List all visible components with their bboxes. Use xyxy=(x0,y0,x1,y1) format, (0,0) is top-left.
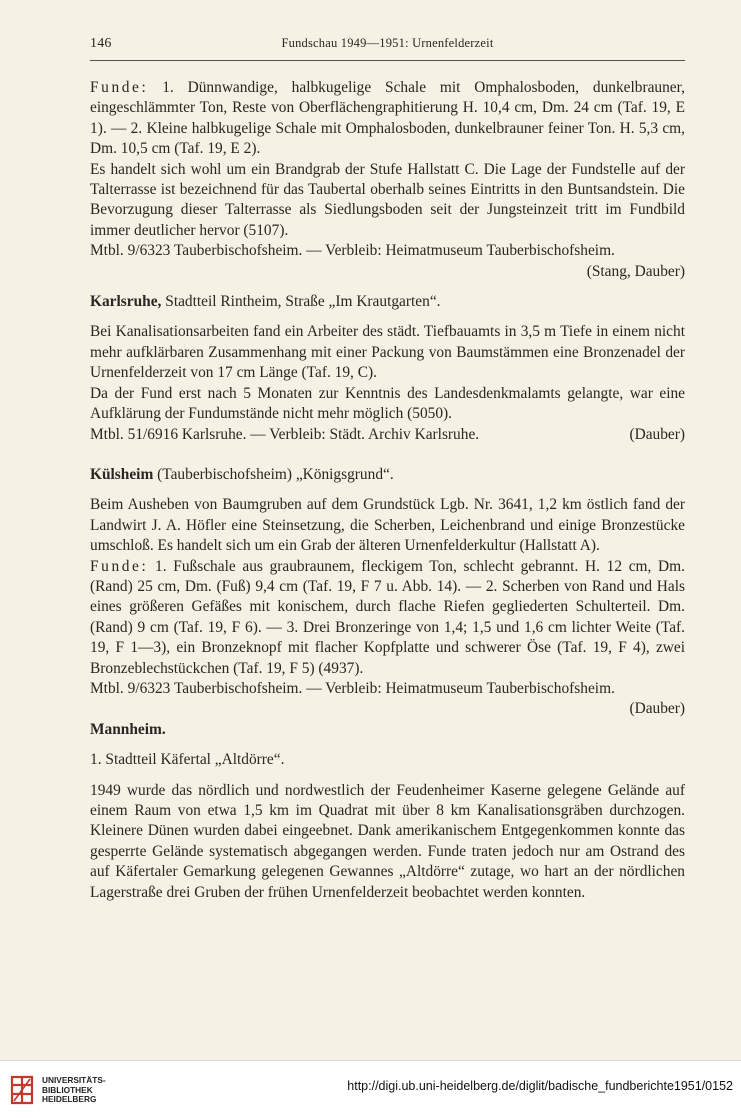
fund-paragraph: Da der Fund erst nach 5 Monaten zur Kenntnis des Landesdenkmalamts gelangte, war eine Aufklärung der Fundumstände nicht mehr möglich (5050). xyxy=(90,384,685,423)
karlsruhe-heading xyxy=(90,292,685,312)
mtbl-line-2 xyxy=(90,425,685,445)
year-1949-paragraph: 1949 wurde das nördlich und nordwestlich der Feudenheimer Kaserne gelegene Gelände auf einem Raum von etwa 1,5 km im Quadrat mit über 8 km Kanalisationsgräben durchzogen. Kleinere Dünen wurden dabei eingeebnet. Dank amerikanischem Entgegenkommen konnte das gesperrte Gelände systematisch abgegangen werden. Funde traten jedoch nur am Ostrand des auf Käfertaler Gemarkung gelegenen Gewannes „Altdörre“ zutage, wo hart an der nördlichen Lagerstraße drei Gruben der frühen Urnenfelderzeit beobachtet werden konnten. xyxy=(90,781,685,901)
kanalisation-paragraph: Bei Kanalisationsarbeiten fand ein Arbeiter des städt. Tiefbauamts in 3,5 m Tiefe in einem nicht mehr aufklärbaren Zusammenhang mit einer Packung von Baumstämmen eine Bronzenadel der Urnenfelderzeit von 17 cm Länge (Taf. 19, C). xyxy=(90,323,685,382)
karlsruhe-detail: Stadtteil Rintheim, Straße „Im Krautgarten“. xyxy=(161,293,441,311)
library-line: HEIDELBERG xyxy=(42,1094,97,1105)
library-name xyxy=(42,1076,106,1105)
library-line: UNIVERSITÄTS- xyxy=(42,1075,106,1085)
signature-3: (Dauber) xyxy=(629,700,685,718)
funde-text-1: 1. Dünnwandige, halbkugelige Schale mit Omphalosboden, dunkelbrauner, eingeschlämmter Ton, Reste von Oberflächengraphitierung H. 10,4 cm, Dm. 24 cm (Taf. 19, E 1). — 2. Kleine halbkugelige Schale mit Omphalosboden, dunkelbrauner feiner Ton. H. 5,3 cm, Dm. 10,5 cm (Taf. 19, E 2). xyxy=(90,79,685,158)
funde-paragraph-2 xyxy=(90,557,685,679)
kuelsheim-place: Külsheim xyxy=(90,465,154,483)
signature-2: (Dauber) xyxy=(629,425,685,443)
funde-lead-1: Funde: xyxy=(90,79,149,96)
ub-heidelberg-logo-icon xyxy=(8,1073,36,1107)
kuelsheim-heading xyxy=(90,465,685,485)
mtbl-text-2: Mtbl. 51/6916 Karlsruhe. — Verbleib: Städt. Archiv Karlsruhe. xyxy=(90,425,480,443)
running-header xyxy=(90,36,685,58)
funde-paragraph-1 xyxy=(90,78,685,160)
ausheben-paragraph: Beim Ausheben von Baumgruben auf dem Grundstück Lgb. Nr. 3641, 1,2 km östlich fand der Landwirt J. A. Höfler eine Steinsetzung, die Scherben, Leichenbrand und einige Bronzestücke umschloß. Es handelt sich um ein Grab der älteren Urnenfelderkultur (Hallstatt A). xyxy=(90,496,685,555)
kaefertal-subheading: 1. Stadtteil Käfertal „Altdörre“. xyxy=(90,751,285,769)
kuelsheim-detail: (Tauberbischofsheim) „Königsgrund“. xyxy=(153,465,394,483)
library-line: BIBLIOTHEK xyxy=(42,1084,93,1095)
brandgrab-paragraph: Es handelt sich wohl um ein Brandgrab der Stufe Hallstatt C. Die Lage der Fundstelle auf der Talterrasse ist bezeichnend für das Taubertal oberhalb seines Eintritts in den Buntsandstein. Die Bevorzugung dieser Talterrasse als Siedlungsboden seit der Jungsteinzeit tritt im Fundbild immer deutlicher hervor (5107). xyxy=(90,160,685,239)
karlsruhe-place: Karlsruhe, xyxy=(90,293,162,311)
mannheim-heading: Mannheim. xyxy=(90,720,166,738)
header-rule xyxy=(90,60,685,61)
page-body xyxy=(90,78,685,903)
mtbl-line-1: Mtbl. 9/6323 Tauberbischofsheim. — Verbleib: Heimatmuseum Tauberbischofsheim. xyxy=(90,242,615,260)
funde-text-2: 1. Fußschale aus graubraunem, fleckigem Ton, schlecht gebrannt. H. 12 cm, Dm. (Rand) 25 cm, Dm. (Fuß) 9,4 cm (Taf. 19, F 7 u. Abb. 14). — 2. Scherben von Rand und Hals eines größeren Gefäßes mit konischem, durch flache Riefen gegliederten Schulterteil. Dm. (Rand) 9 cm (Taf. 19, F 6). — 3. Drei Bronzeringe von 1,4; 1,5 und 1,6 cm lichter Weite (Taf. 19, F 1—3), ein Bronzeknopf mit flacher Kopfplatte und schwerer Öse (Taf. 19, F 4), zwei Bronzeblechstückchen (Taf. 19, F 5) (4937). xyxy=(90,557,685,677)
page-number: 146 xyxy=(90,36,112,51)
running-title: Fundschau 1949—1951: Urnenfelderzeit xyxy=(281,36,494,50)
signature-1: (Stang, Dauber) xyxy=(586,262,685,280)
mtbl-line-3: Mtbl. 9/6323 Tauberbischofsheim. — Verbleib: Heimatmuseum Tauberbischofsheim. xyxy=(90,679,615,697)
permalink-url[interactable]: http://digi.ub.uni-heidelberg.de/diglit/badische_fundberichte1951/0152 xyxy=(347,1079,733,1093)
digitization-footer xyxy=(0,1060,741,1119)
funde-lead-2: Funde: xyxy=(90,557,149,575)
